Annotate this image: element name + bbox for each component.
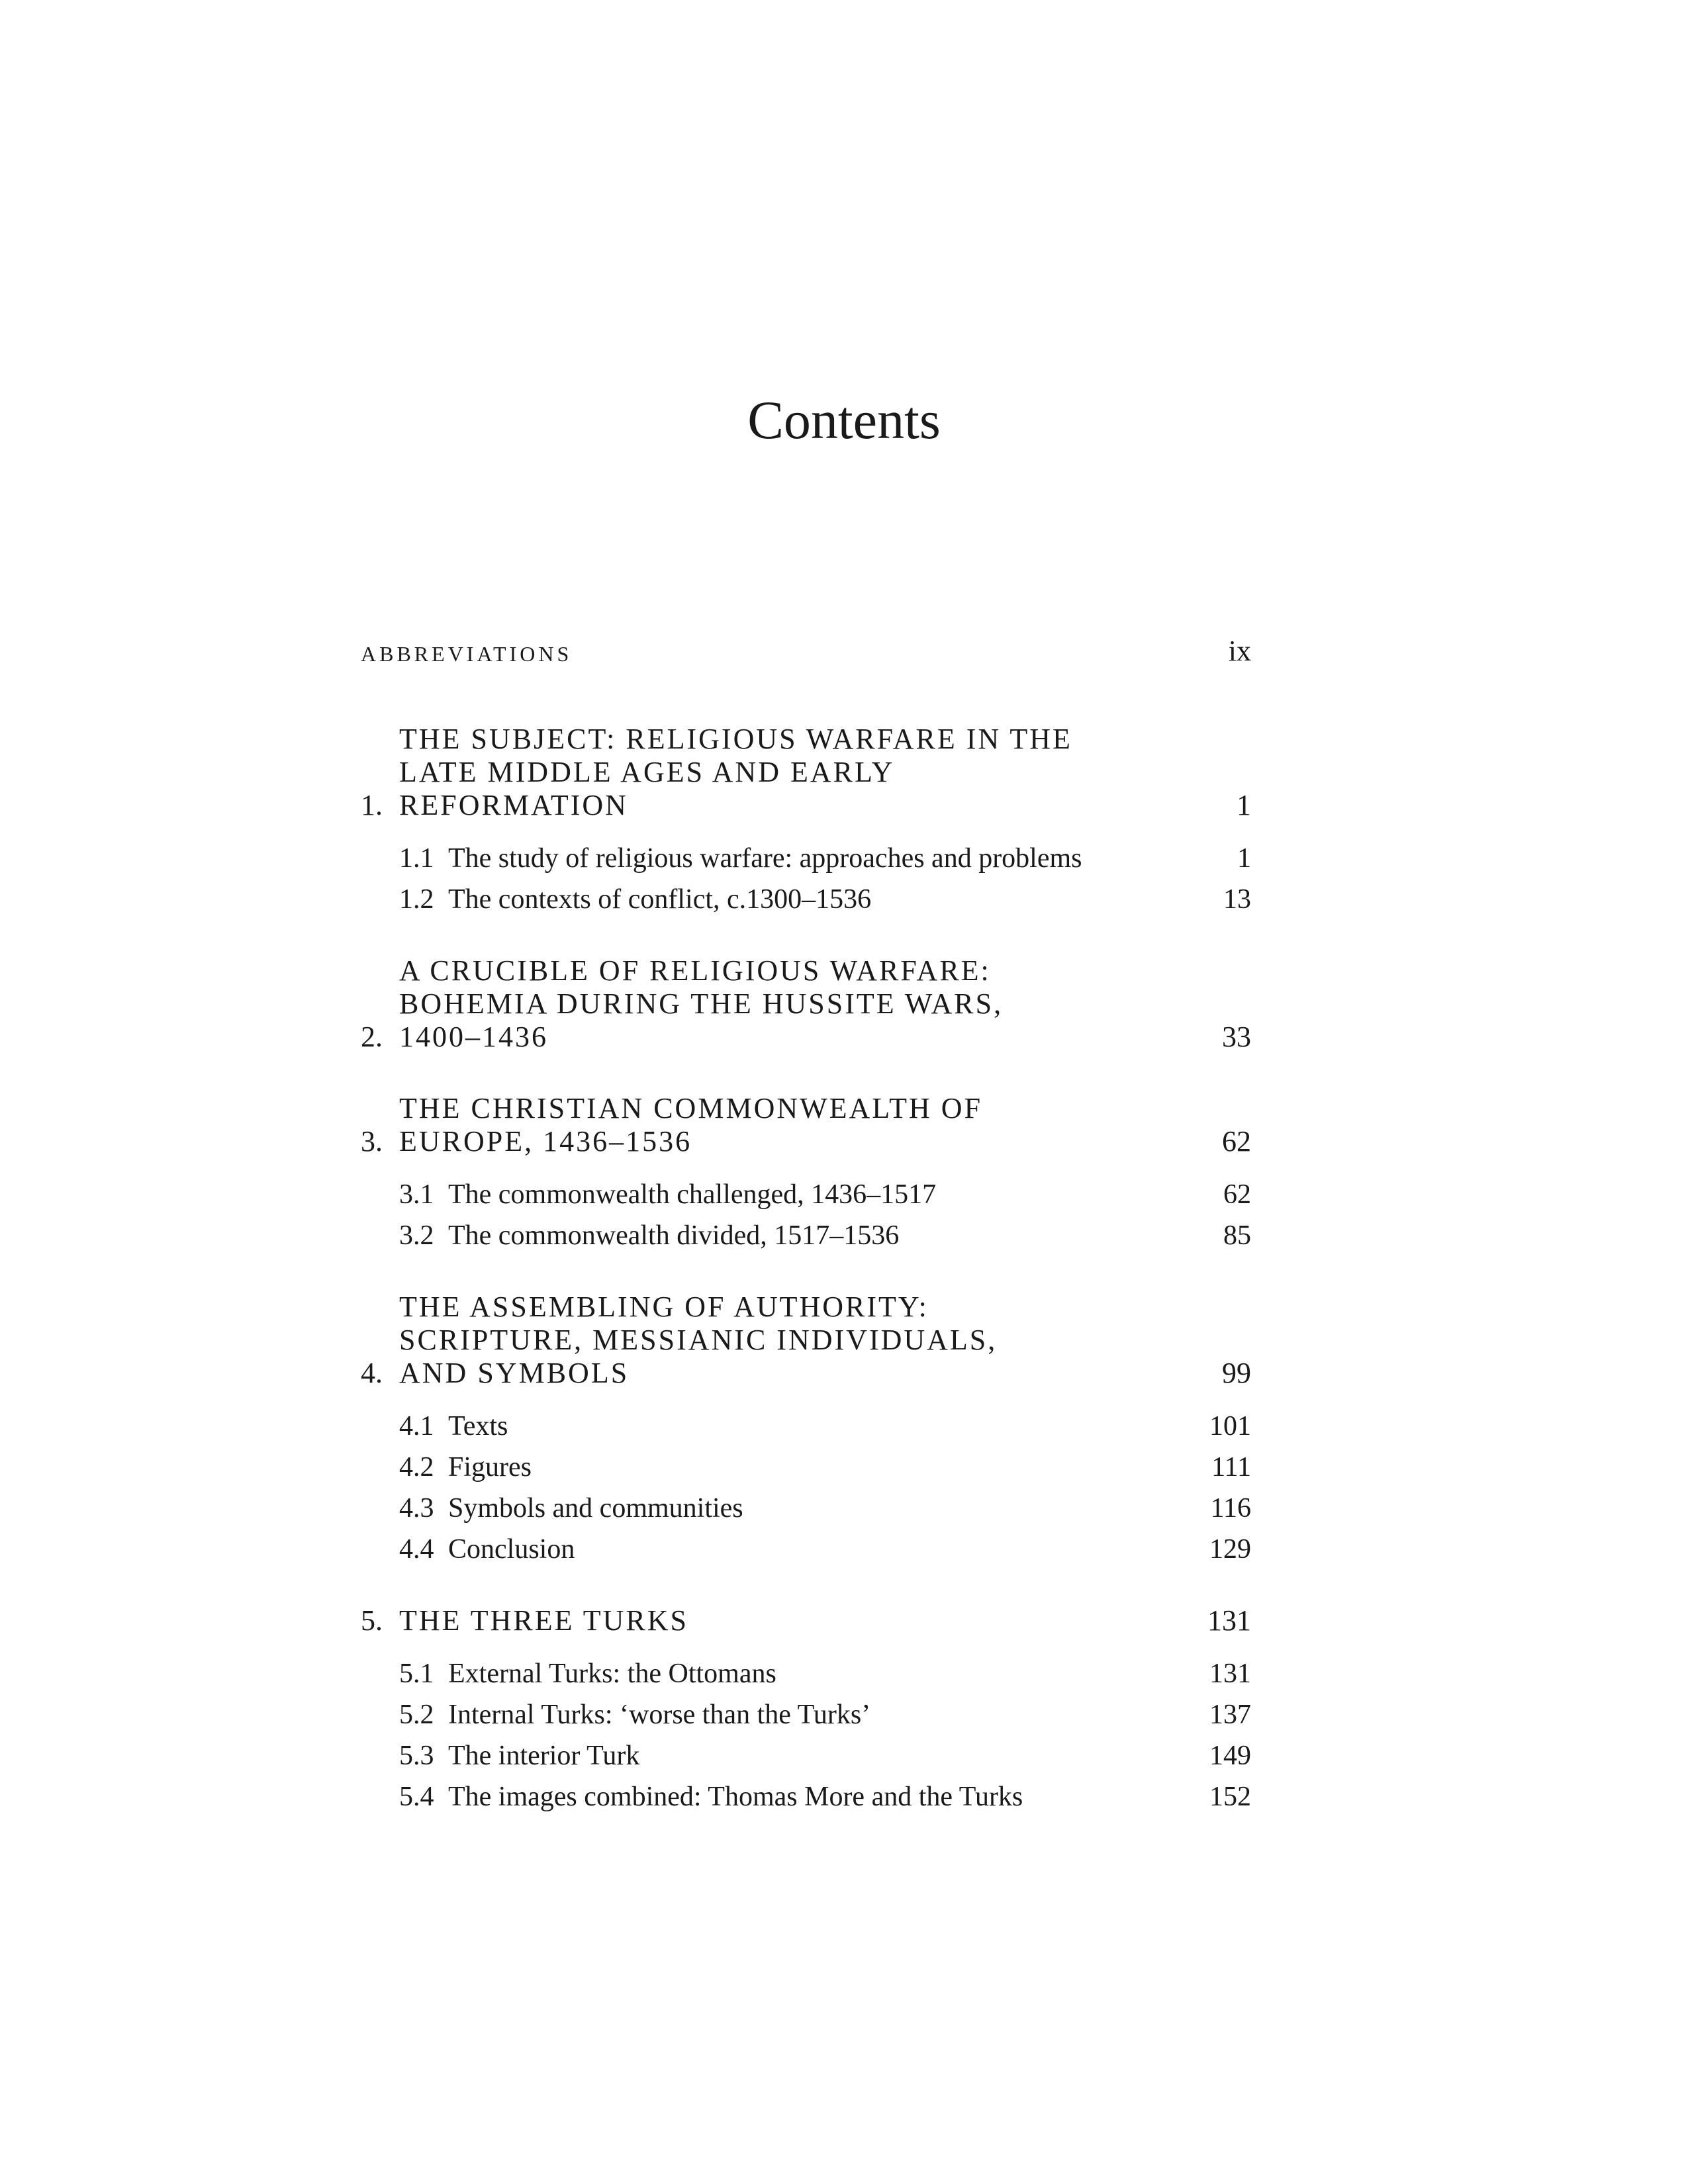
section-page: 111 bbox=[1211, 1452, 1251, 1482]
section-number: 4.4 bbox=[399, 1534, 434, 1565]
section-page: 62 bbox=[1223, 1179, 1251, 1210]
chapter-page: 33 bbox=[1222, 1021, 1251, 1053]
chapter-title-line: A CRUCIBLE OF RELIGIOUS WARFARE: bbox=[399, 954, 991, 987]
section-number: 5.4 bbox=[399, 1782, 434, 1812]
abbreviations-label: ABBREVIATIONS bbox=[361, 642, 573, 666]
section-number: 1.2 bbox=[399, 884, 434, 915]
section-entry[interactable] bbox=[361, 1484, 1251, 1525]
section-page: 137 bbox=[1209, 1700, 1251, 1730]
chapter-5 bbox=[361, 1604, 1251, 1813]
chapter-title-line: THE THREE TURKS bbox=[399, 1604, 688, 1637]
section-title: Figures bbox=[448, 1452, 532, 1482]
section-title: The images combined: Thomas More and the Turks bbox=[448, 1782, 1023, 1812]
section-page: 13 bbox=[1223, 884, 1251, 915]
chapter-title-line: THE CHRISTIAN COMMONWEALTH OF bbox=[399, 1092, 983, 1124]
section-title: The commonwealth challenged, 1436–1517 bbox=[448, 1179, 937, 1210]
section-number: 4.3 bbox=[399, 1493, 434, 1524]
section-number: 5.1 bbox=[399, 1659, 434, 1689]
chapter-number: 1. bbox=[361, 789, 383, 821]
chapter-page: 1 bbox=[1237, 789, 1251, 821]
chapter-title bbox=[399, 1092, 1251, 1158]
section-entry[interactable] bbox=[361, 1402, 1251, 1443]
chapter-title-line: AND SYMBOLS bbox=[399, 1357, 630, 1389]
section-entry[interactable] bbox=[361, 1443, 1251, 1484]
chapter-title bbox=[399, 1604, 1251, 1637]
section-page: 116 bbox=[1210, 1493, 1251, 1524]
section-title: The study of religious warfare: approaches and problems bbox=[448, 843, 1082, 874]
chapter-title-line: LATE MIDDLE AGES AND EARLY bbox=[399, 756, 895, 788]
chapter-title bbox=[399, 954, 1251, 1054]
section-title: Conclusion bbox=[448, 1534, 575, 1565]
chapter-number: 4. bbox=[361, 1357, 383, 1389]
section-number: 1.1 bbox=[399, 843, 434, 874]
section-page: 152 bbox=[1209, 1782, 1251, 1812]
chapter-number: 5. bbox=[361, 1604, 383, 1637]
chapter-heading[interactable] bbox=[361, 954, 1251, 1054]
section-number: 3.1 bbox=[399, 1179, 434, 1210]
section-title: External Turks: the Ottomans bbox=[448, 1659, 776, 1689]
table-of-contents bbox=[361, 629, 1251, 1852]
chapter-title-line: 1400–1436 bbox=[399, 1021, 548, 1053]
chapter-number: 2. bbox=[361, 1021, 383, 1053]
section-title: Texts bbox=[448, 1411, 508, 1441]
chapter-title-line: THE SUBJECT: RELIGIOUS WARFARE IN THE bbox=[399, 723, 1072, 755]
section-entry[interactable] bbox=[361, 1690, 1251, 1731]
chapter-heading[interactable] bbox=[361, 723, 1251, 822]
section-page: 101 bbox=[1209, 1411, 1251, 1441]
page-title: Contents bbox=[747, 390, 941, 450]
chapter-page: 62 bbox=[1222, 1125, 1251, 1158]
chapter-title-line: BOHEMIA DURING THE HUSSITE WARS, bbox=[399, 987, 1004, 1020]
section-entry[interactable] bbox=[361, 1772, 1251, 1813]
chapter-number: 3. bbox=[361, 1125, 383, 1158]
section-number: 5.3 bbox=[399, 1741, 434, 1771]
section-entry[interactable] bbox=[361, 1170, 1251, 1211]
chapter-title-line: REFORMATION bbox=[399, 789, 628, 821]
section-page: 85 bbox=[1223, 1220, 1251, 1251]
chapter-title-line: EUROPE, 1436–1536 bbox=[399, 1125, 692, 1158]
abbreviations-page: ix bbox=[1228, 635, 1251, 667]
section-title: Internal Turks: ‘worse than the Turks’ bbox=[448, 1700, 871, 1730]
section-number: 5.2 bbox=[399, 1700, 434, 1730]
section-entry[interactable] bbox=[361, 1649, 1251, 1690]
section-title: The commonwealth divided, 1517–1536 bbox=[448, 1220, 900, 1251]
chapter-1 bbox=[361, 723, 1251, 916]
section-entry[interactable] bbox=[361, 834, 1251, 875]
section-title: Symbols and communities bbox=[448, 1493, 743, 1524]
section-page: 149 bbox=[1209, 1741, 1251, 1771]
section-page: 1 bbox=[1237, 843, 1251, 874]
section-number: 4.2 bbox=[399, 1452, 434, 1482]
chapter-title-line: THE ASSEMBLING OF AUTHORITY: bbox=[399, 1291, 929, 1323]
toc-entry-abbreviations[interactable] bbox=[361, 629, 1251, 675]
section-page: 131 bbox=[1209, 1659, 1251, 1689]
section-page: 129 bbox=[1209, 1534, 1251, 1565]
section-entry[interactable] bbox=[361, 875, 1251, 916]
chapter-heading[interactable] bbox=[361, 1291, 1251, 1390]
section-number: 3.2 bbox=[399, 1220, 434, 1251]
chapter-heading[interactable] bbox=[361, 1604, 1251, 1637]
chapter-3 bbox=[361, 1092, 1251, 1252]
chapter-heading[interactable] bbox=[361, 1092, 1251, 1158]
chapter-title bbox=[399, 723, 1251, 822]
section-title: The contexts of conflict, c.1300–1536 bbox=[448, 884, 872, 915]
section-number: 4.1 bbox=[399, 1411, 434, 1441]
chapter-title-line: SCRIPTURE, MESSIANIC INDIVIDUALS, bbox=[399, 1324, 998, 1356]
chapter-4 bbox=[361, 1291, 1251, 1566]
chapter-title bbox=[399, 1291, 1251, 1390]
section-title: The interior Turk bbox=[448, 1741, 640, 1771]
section-entry[interactable] bbox=[361, 1525, 1251, 1566]
section-entry[interactable] bbox=[361, 1731, 1251, 1772]
chapter-page: 131 bbox=[1207, 1604, 1251, 1637]
chapter-page: 99 bbox=[1222, 1357, 1251, 1389]
section-entry[interactable] bbox=[361, 1211, 1251, 1252]
chapter-2 bbox=[361, 954, 1251, 1054]
